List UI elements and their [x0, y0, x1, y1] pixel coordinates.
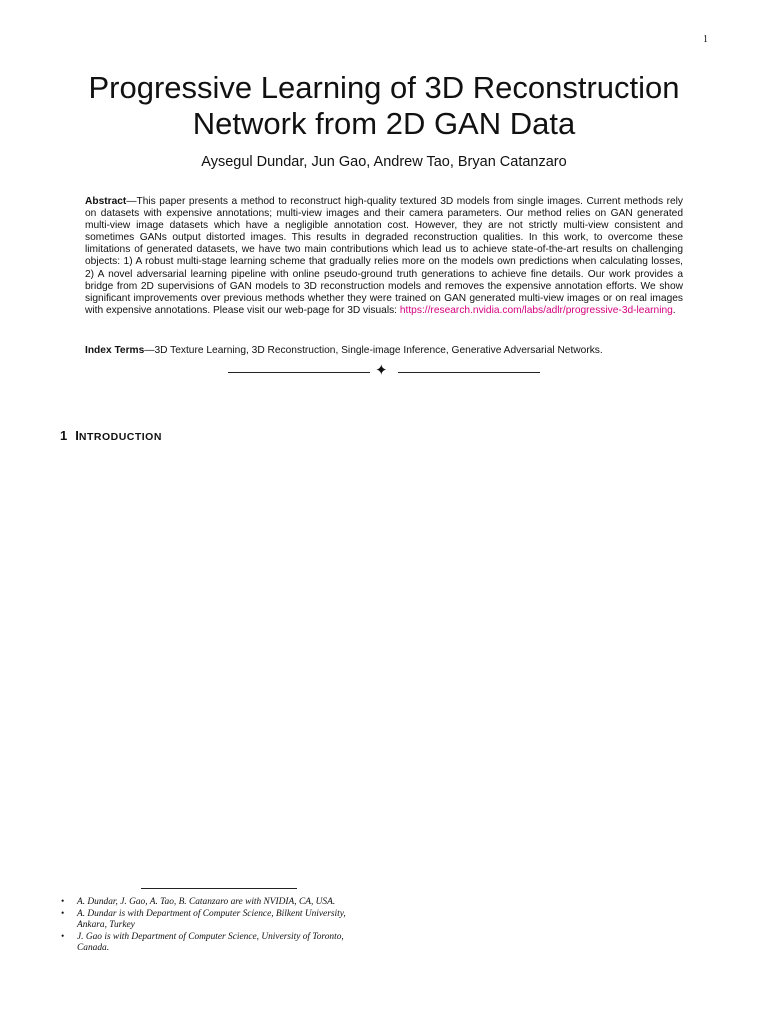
index-terms-text: —3D Texture Learning, 3D Reconstruction, Single-image Inference, Generative Adversarial Networks. — [144, 345, 603, 356]
section-heading — [60, 428, 376, 445]
title-line-2: Network from 2D GAN Data — [192, 106, 576, 141]
section-number: 1 — [60, 428, 68, 443]
footnote-text: A. Dundar is with Department of Computer Science, Bilkent University, Ankara, Turkey — [77, 908, 346, 931]
footnote-item — [60, 897, 376, 909]
divider-diamond-icon: ✦ — [375, 363, 388, 379]
left-column — [60, 428, 376, 452]
project-link[interactable]: https://research.nvidia.com/labs/adlr/progressive-3d-learning — [399, 304, 673, 316]
bullet-icon: • — [61, 931, 65, 942]
title-line-1: Progressive Learning of 3D Reconstruction — [88, 70, 680, 105]
footnote-item — [60, 909, 376, 932]
abstract-label: Abstract — [85, 196, 127, 207]
abstract-text: —This paper presents a method to reconstruct high-quality textured 3D models from single images. Current methods rely on datasets with expensive annotations; multi-view images and their camera parameters. Our method relies on GAN generated multi-view image datasets which have a negligible annotation cost. However, they are not strictly multi-view consistent and sometimes GANs output distorted images. This results in degraded reconstruction qualities. In this work, to overcome these limitations of generated datasets, we have two main contributions which lead us to achieve state-of-the-art results on challenging objects: 1) A robust multi-stage learning scheme that gradually relies more on the models own predictions when calculating losses, 2) A novel adversarial learning pipeline with online pseudo-ground truth generations to achieve fine details. Our work provides a bridge from 2D supervisions of GAN models to 3D reconstruction models and removes the expensive annotation efforts. We show significant improvements over previous methods whether they were trained on GAN generated multi-view images or on real images with expensive annotations. Please visit our web-page for 3D visuals: — [85, 196, 683, 316]
footnote-text: J. Gao is with Department of Computer Science, University of Toronto, Canada. — [77, 931, 344, 954]
page-number: 1 — [703, 34, 708, 45]
section-title-rest: NTRODUCTION — [78, 431, 162, 443]
bullet-icon: • — [61, 897, 65, 907]
divider-line-left — [228, 372, 370, 373]
footnotes — [60, 897, 376, 955]
footnote-text: A. Dundar, J. Gao, A. Tao, B. Catanzaro are with NVIDIA, CA, USA. — [77, 897, 336, 907]
footnote-item — [60, 932, 376, 955]
paper-title — [60, 70, 708, 142]
abstract-end: . — [672, 304, 676, 316]
abstract — [85, 196, 683, 317]
bullet-icon: • — [61, 908, 65, 919]
divider-line-right — [398, 372, 540, 373]
index-terms — [85, 345, 683, 357]
index-terms-label: Index Terms — [85, 345, 145, 356]
section-title-initial: I — [75, 428, 79, 443]
authors: Aysegul Dundar, Jun Gao, Andrew Tao, Bryan Catanzaro — [201, 154, 567, 170]
footnote-rule — [141, 888, 297, 889]
